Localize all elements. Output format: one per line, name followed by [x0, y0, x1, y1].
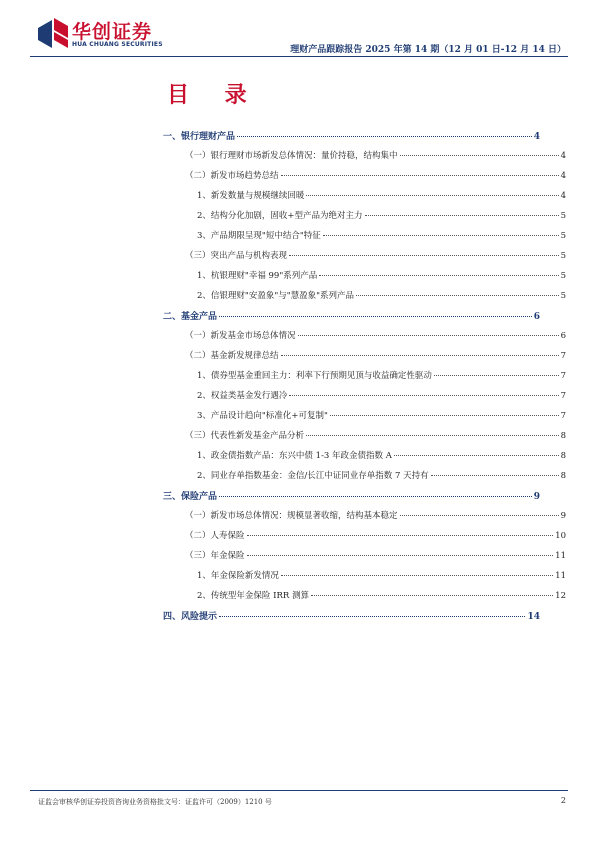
toc-leader-dots	[400, 515, 559, 516]
toc-entry-label: 四、风险提示	[163, 612, 218, 622]
toc-entry-label: 2、权益类基金发行遇冷	[197, 391, 288, 401]
toc-leader-dots	[289, 395, 558, 396]
toc-entry-label: （三）年金保险	[185, 551, 245, 561]
toc-entry-page: 9	[560, 511, 566, 521]
toc-entry-page: 11	[555, 551, 566, 561]
toc-entry[interactable]	[197, 289, 566, 301]
toc-entry[interactable]	[163, 609, 540, 622]
logo-english-text: HUA CHUANG SECURITIES	[72, 41, 163, 48]
toc-entry[interactable]	[197, 229, 566, 241]
page-header	[0, 0, 596, 60]
toc-entry-label: （二）新发市场趋势总结	[185, 171, 279, 181]
toc-leader-dots	[281, 355, 559, 356]
toc-entry-label: （二）基金新发规律总结	[185, 351, 279, 361]
toc-entry[interactable]	[197, 569, 566, 581]
toc-heading: 目 录	[167, 82, 261, 108]
toc-leader-dots	[434, 375, 559, 376]
toc-entry-page: 4	[533, 132, 540, 142]
toc-leader-dots	[323, 235, 559, 236]
footer-divider	[30, 790, 568, 791]
toc-entry[interactable]	[197, 209, 566, 221]
toc-entry-label: 1、新发数量与规模继续回暖	[197, 191, 305, 201]
toc-entry-page: 6	[533, 312, 540, 322]
toc-entry-page: 8	[560, 451, 566, 461]
toc-entry-label: 1、杭银理财"幸福 99"系列产品	[197, 271, 318, 281]
toc-leader-dots	[311, 595, 553, 596]
toc-leader-dots	[289, 255, 559, 256]
toc-entry-label: 2、信银理财"安盈象"与"慧盈象"系列产品	[197, 291, 355, 301]
toc-leader-dots	[247, 555, 554, 556]
toc-entry-label: （一）新发基金市场总体情况	[185, 331, 296, 341]
toc-entry[interactable]	[185, 509, 566, 521]
toc-entry[interactable]	[163, 489, 540, 502]
toc-entry[interactable]	[185, 149, 566, 161]
toc-entry-page: 7	[560, 411, 566, 421]
toc-leader-dots	[219, 496, 532, 497]
toc-leader-dots	[306, 195, 558, 196]
toc-entry-page: 5	[560, 231, 566, 241]
toc-leader-dots	[219, 616, 525, 617]
toc-entry-page: 5	[560, 271, 566, 281]
toc-leader-dots	[365, 215, 559, 216]
toc-entry-page: 4	[560, 171, 566, 181]
toc-entry-page: 14	[527, 612, 540, 622]
toc-entry[interactable]	[185, 169, 566, 181]
header-divider	[30, 56, 568, 57]
toc-entry-page: 7	[560, 371, 566, 381]
toc-entry-page: 5	[560, 211, 566, 221]
toc-entry-page: 7	[560, 391, 566, 401]
toc-entry[interactable]	[197, 269, 566, 281]
toc-entry[interactable]	[197, 389, 566, 401]
toc-entry[interactable]	[185, 429, 566, 441]
toc-entry[interactable]	[197, 589, 566, 601]
toc-entry[interactable]	[197, 469, 566, 481]
toc-entry-page: 5	[560, 291, 566, 301]
toc-entry-label: 1、政金债指数产品：东兴中债 1-3 年政金债指数 A	[197, 451, 392, 461]
toc-entry-page: 12	[555, 591, 566, 601]
toc-entry-page: 11	[555, 571, 566, 581]
toc-entry-page: 4	[560, 151, 566, 161]
toc-entry[interactable]	[163, 309, 540, 322]
logo-chinese-text: 华创证券	[72, 21, 153, 43]
toc-leader-dots	[298, 335, 559, 336]
toc-entry-label: （一）银行理财市场新发总体情况：量价持稳，结构集中	[185, 151, 398, 161]
toc-entry[interactable]	[185, 249, 566, 261]
toc-entry-page: 10	[555, 531, 566, 541]
toc-entry-label: 一、银行理财产品	[163, 132, 236, 142]
toc-leader-dots	[400, 155, 559, 156]
logo-mark-icon	[38, 18, 68, 50]
toc-entry-label: 二、基金产品	[163, 312, 218, 322]
toc-leader-dots	[356, 295, 559, 296]
toc-entry[interactable]	[185, 549, 566, 561]
toc-entry-label: 2、传统型年金保险 IRR 测算	[197, 591, 309, 601]
toc-entry-page: 4	[560, 191, 566, 201]
page-number: 2	[560, 796, 566, 805]
toc-entry-label: 1、年金保险新发情况	[197, 571, 279, 581]
toc-leader-dots	[319, 275, 558, 276]
toc-leader-dots	[281, 175, 559, 176]
toc-entry[interactable]	[197, 449, 566, 461]
toc-entry-label: 三、保险产品	[163, 492, 218, 502]
toc-entry-label: 3、产品设计趋向"标准化+可复制"	[197, 411, 328, 421]
toc-entry[interactable]	[163, 129, 540, 142]
toc-entry-page: 9	[533, 492, 540, 502]
toc-leader-dots	[330, 415, 559, 416]
toc-leader-dots	[394, 455, 559, 456]
toc-entry-page: 7	[560, 351, 566, 361]
toc-entry-label: 2、同业存单指数基金：金信/长江中证同业存单指数 7 天持有	[197, 471, 429, 481]
toc-entry-label: 2、结构分化加剧，固收+型产品为绝对主力	[197, 211, 363, 221]
toc-entry-label: 3、产品期限呈现"短中结合"特征	[197, 231, 321, 241]
toc-entry[interactable]	[197, 409, 566, 421]
report-title: 理财产品跟踪报告 2025 年第 14 期（12 月 01 日-12 月 14 日）	[290, 45, 566, 55]
toc-entry[interactable]	[185, 349, 566, 361]
toc-entry[interactable]	[185, 329, 566, 341]
toc-leader-dots	[306, 435, 559, 436]
toc-entry-label: 1、债券型基金重回主力：利率下行预期见顶与收益确定性驱动	[197, 371, 432, 381]
toc-entry-page: 5	[560, 251, 566, 261]
toc-entry-label: （一）新发市场总体情况：规模显著收缩，结构基本稳定	[185, 511, 398, 521]
toc-leader-dots	[219, 316, 532, 317]
toc-entry[interactable]	[197, 369, 566, 381]
toc-leader-dots	[431, 475, 559, 476]
toc-entry-label: （二）人寿保险	[185, 531, 245, 541]
toc-leader-dots	[247, 535, 554, 536]
company-logo	[38, 18, 178, 52]
toc-entry[interactable]	[197, 189, 566, 201]
toc-entry-label: （三）代表性新发基金产品分析	[185, 431, 305, 441]
toc-entry[interactable]	[185, 529, 566, 541]
toc-leader-dots	[281, 575, 553, 576]
toc-entry-label: （三）突出产品与机构表现	[185, 251, 288, 261]
toc-leader-dots	[237, 136, 532, 137]
toc-entry-page: 8	[560, 431, 566, 441]
footer-license-text: 证监会审核华创证券投资咨询业务资格批文号：证监许可（2009）1210 号	[38, 798, 272, 806]
toc-entry-page: 6	[560, 331, 566, 341]
toc-entry-page: 8	[560, 471, 566, 481]
